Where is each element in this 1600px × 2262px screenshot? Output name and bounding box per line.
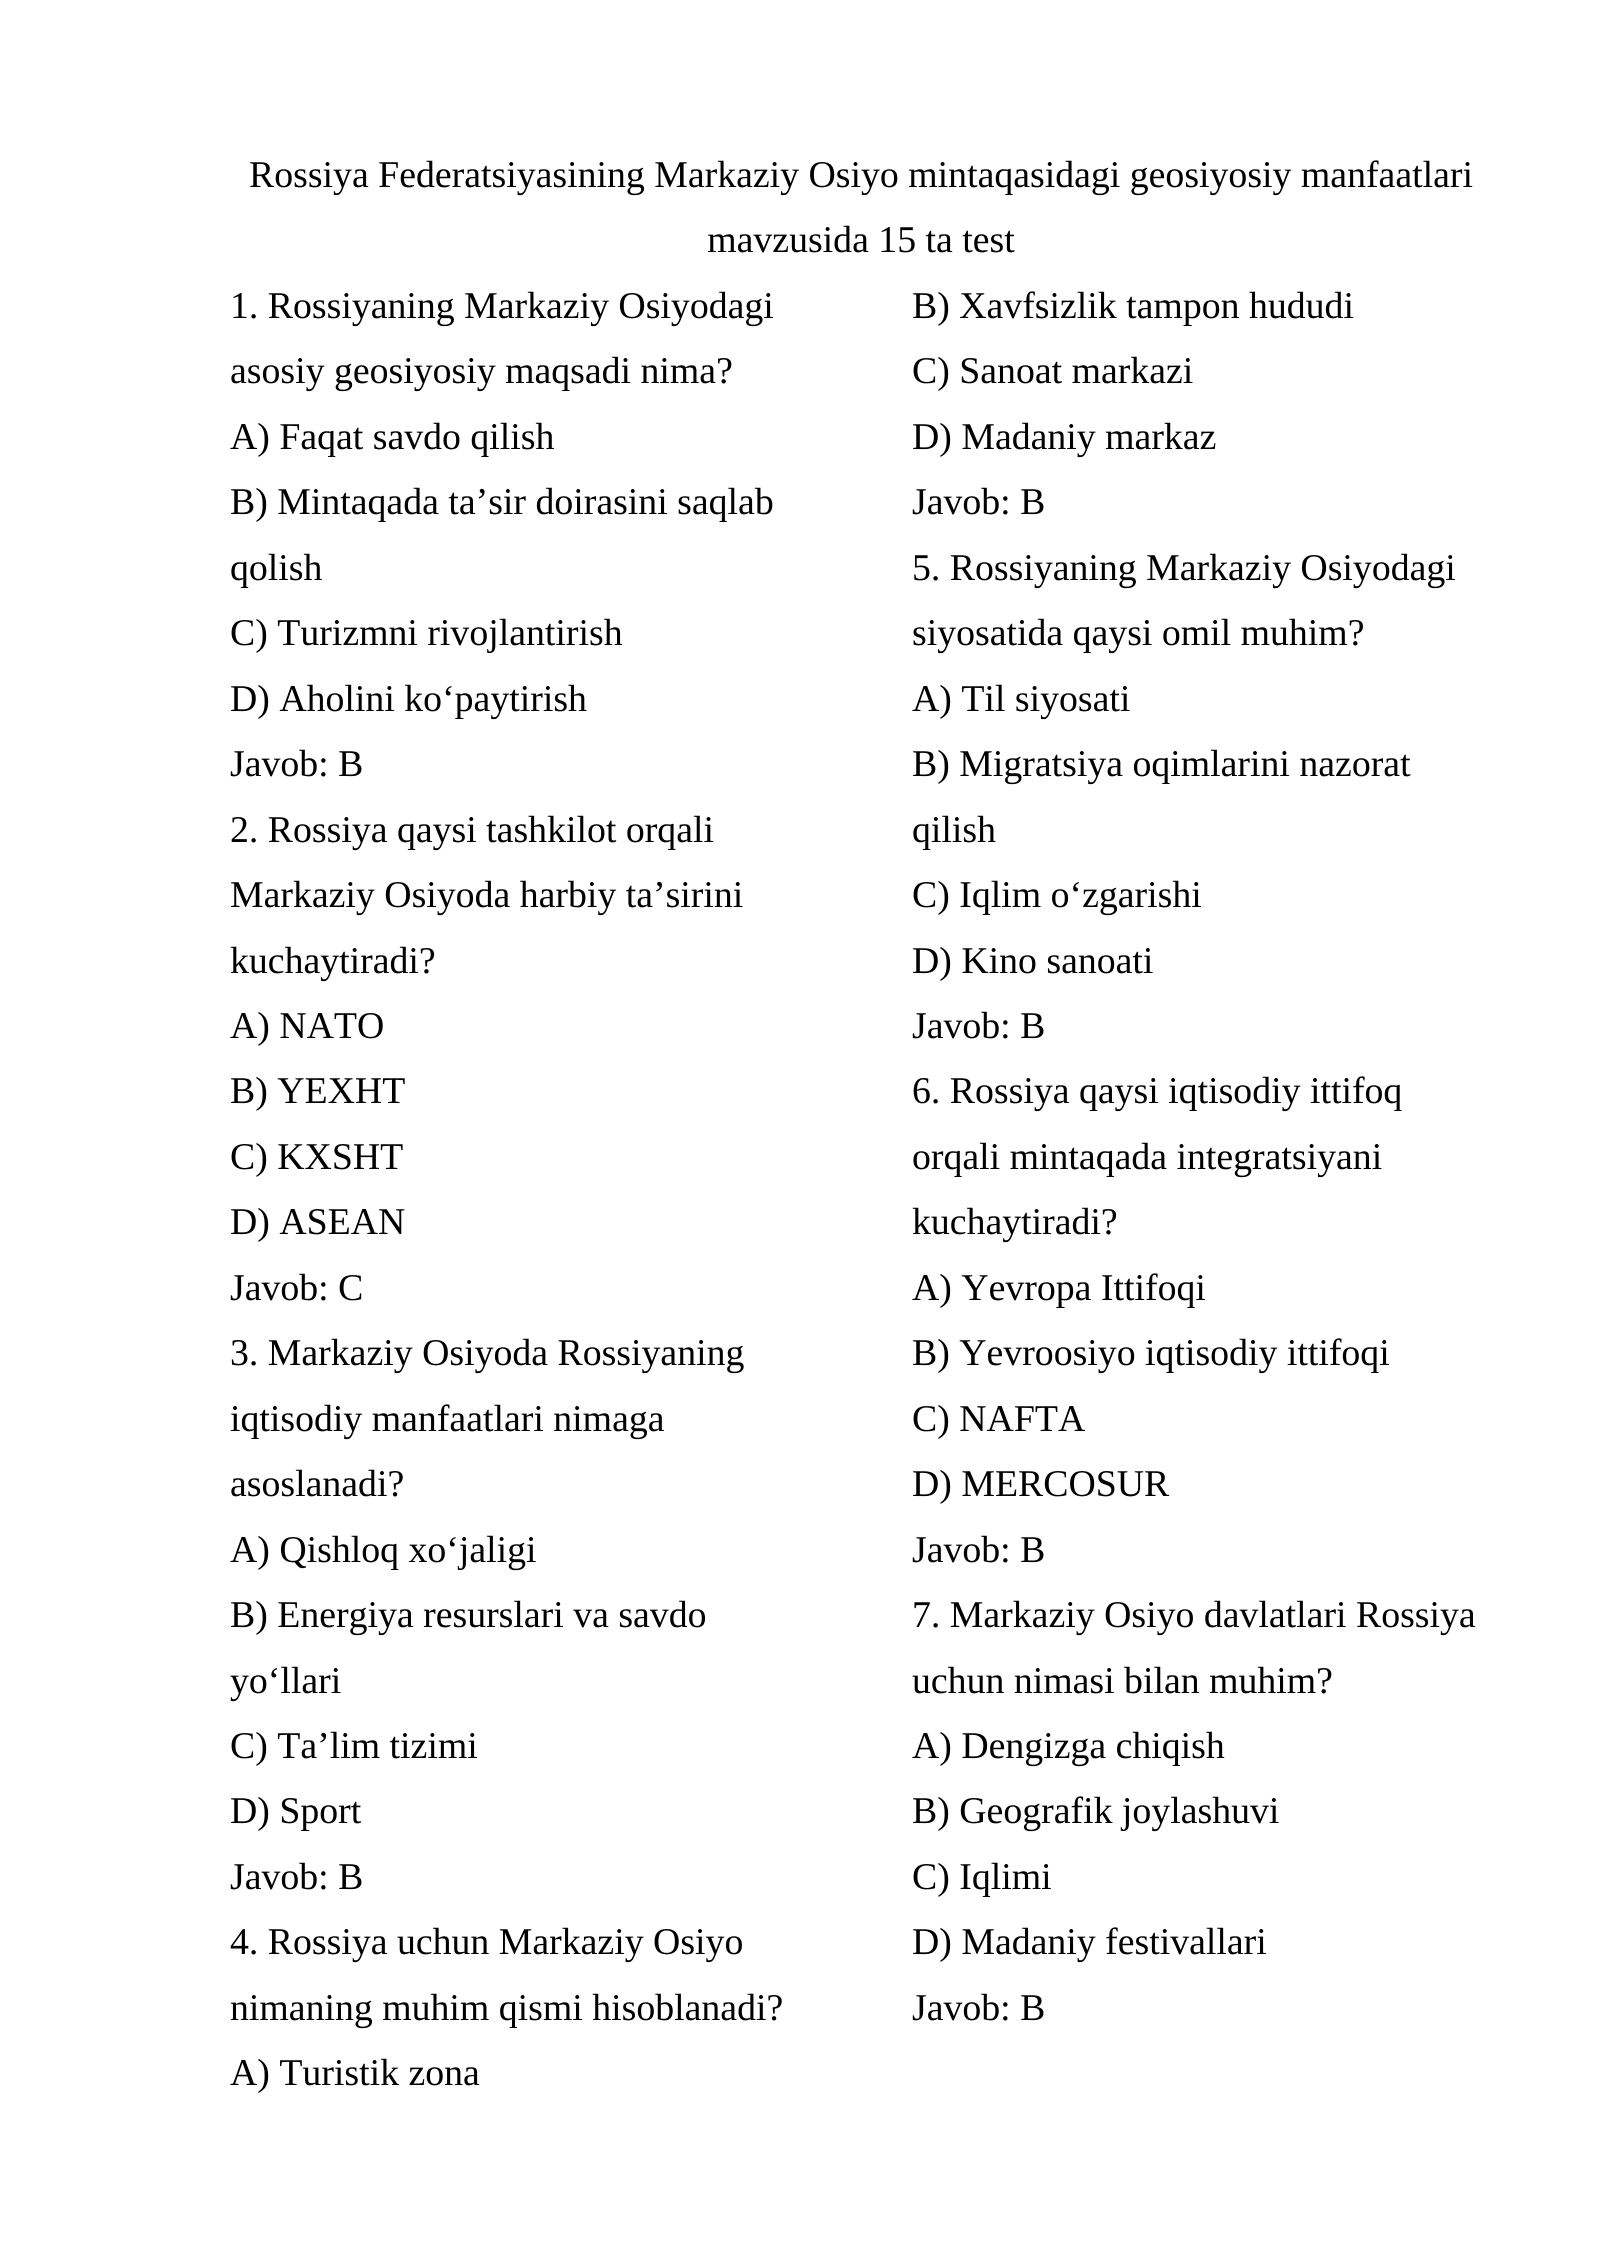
question-2-option-b: B) YEXHT	[230, 1070, 406, 1113]
question-1	[230, 274, 806, 798]
question-2-answer: Javob: C	[230, 1266, 364, 1309]
question-4-answer: Javob: B	[912, 481, 1046, 524]
question-4-option-c: C) Sanoat markazi	[912, 350, 1194, 393]
question-2-option-a: A) NATO	[230, 1004, 385, 1047]
question-2-option-d: D) ASEAN	[230, 1201, 406, 1244]
question-7-option-a: A) Dengizga chiqish	[912, 1724, 1225, 1767]
question-4-continued	[912, 274, 1488, 536]
question-3-option-d: D) Sport	[230, 1790, 362, 1833]
question-3-option-a: A) Qishloq xo‘jaligi	[230, 1528, 537, 1571]
question-1-option-d: D) Aholini ko‘paytirish	[230, 677, 587, 720]
question-7-option-b: B) Geografik joylashuvi	[912, 1790, 1280, 1833]
question-2-text: 2. Rossiya qaysi tashkilot orqali Markaziy Osiyoda harbiy ta’sirini kuchaytiradi?	[230, 808, 744, 982]
question-3-option-b: B) Energiya resurslari va savdo yo‘llari	[230, 1594, 707, 1702]
question-7-option-c: C) Iqlimi	[912, 1855, 1052, 1898]
question-6-option-c: C) NAFTA	[912, 1397, 1086, 1440]
question-2-option-c: C) KXSHT	[230, 1135, 404, 1178]
question-1-option-b: B) Mintaqada ta’sir doirasini saqlab qolish	[230, 481, 774, 589]
question-6-answer: Javob: B	[912, 1528, 1046, 1571]
question-3	[230, 1321, 806, 1910]
question-5-option-c: C) Iqlim o‘zgarishi	[912, 874, 1202, 917]
question-6-text: 6. Rossiya qaysi iqtisodiy ittifoq orqali mintaqada integratsiyani kuchaytiradi?	[912, 1070, 1403, 1244]
question-5-text: 5. Rossiyaning Markaziy Osiyodagi siyosatida qaysi omil muhim?	[912, 546, 1456, 655]
question-6-option-a: A) Yevropa Ittifoqi	[912, 1266, 1206, 1309]
question-5-option-b: B) Migratsiya oqimlarini nazorat qilish	[912, 743, 1411, 851]
question-7	[912, 1583, 1488, 2041]
question-5-option-a: A) Til siyosati	[912, 677, 1131, 720]
question-4-text: 4. Rossiya uchun Markaziy Osiyo nimaning muhim qismi hisoblanadi?	[230, 1921, 784, 2029]
question-2	[230, 798, 806, 1322]
question-1-option-a: A) Faqat savdo qilish	[230, 415, 555, 458]
question-7-answer: Javob: B	[912, 1986, 1046, 2029]
question-7-text: 7. Markaziy Osiyo davlatlari Rossiya uchun nimasi bilan muhim?	[912, 1594, 1476, 1702]
question-4-option-a: A) Turistik zona	[230, 2052, 480, 2095]
question-6	[912, 1059, 1488, 1583]
question-1-answer: Javob: B	[230, 743, 364, 786]
question-7-option-d: D) Madaniy festivallari	[912, 1921, 1267, 1964]
question-6-option-b: B) Yevroosiyo iqtisodiy ittifoqi	[912, 1332, 1390, 1375]
left-column	[230, 274, 806, 2107]
question-3-option-c: C) Ta’lim tizimi	[230, 1724, 478, 1767]
right-column	[912, 274, 1488, 2041]
question-5-answer: Javob: B	[912, 1004, 1046, 1047]
question-1-option-c: C) Turizmni rivojlantirish	[230, 612, 623, 655]
question-4-option-d: D) Madaniy markaz	[912, 415, 1217, 458]
question-3-text: 3. Markaziy Osiyoda Rossiyaning iqtisodiy manfaatlari nimaga asoslanadi?	[230, 1332, 745, 1506]
question-1-text: 1. Rossiyaning Markaziy Osiyodagi asosiy geosiyosiy maqsadi nima?	[230, 285, 774, 393]
question-5-option-d: D) Kino sanoati	[912, 939, 1154, 982]
question-4	[230, 1910, 806, 2106]
question-6-option-d: D) MERCOSUR	[912, 1463, 1170, 1506]
document-title: Rossiya Federatsiyasining Markaziy Osiyo mintaqasidagi geosiyosiy manfaatlari mavzusida 15 ta test	[249, 154, 1473, 262]
question-4-option-b: B) Xavfsizlik tampon hududi	[912, 285, 1354, 327]
question-5	[912, 536, 1488, 1060]
question-3-answer: Javob: B	[230, 1855, 364, 1898]
